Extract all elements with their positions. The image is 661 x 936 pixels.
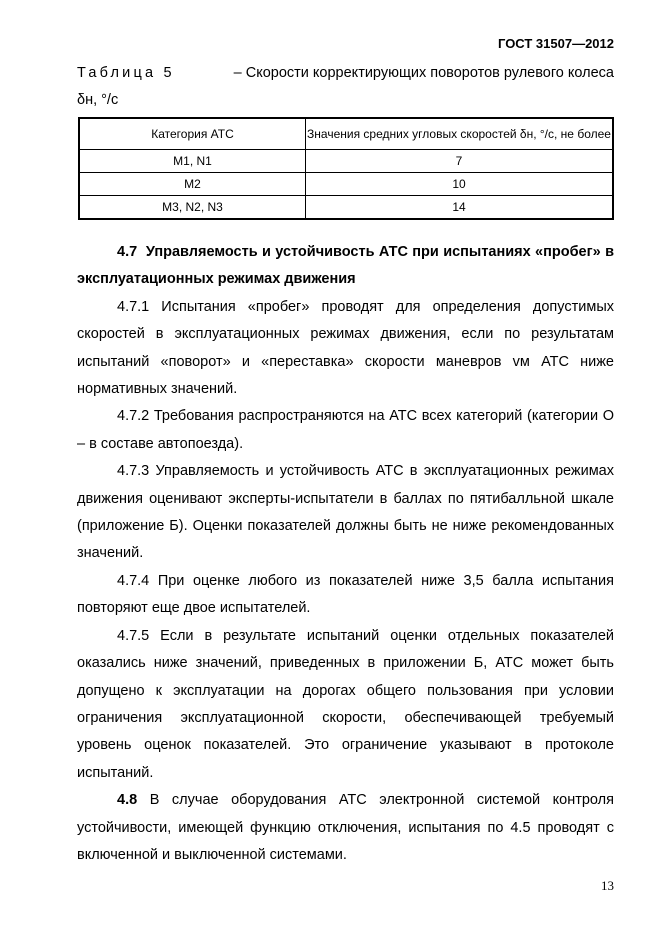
paragraph-4-8 [77, 787, 614, 869]
table-cell: M2 [79, 173, 306, 196]
table-caption-label: Таблица 5 [77, 65, 175, 81]
table-header-cell: Категория АТС [79, 118, 306, 150]
table-cell: 7 [306, 150, 614, 173]
document-body [77, 239, 614, 869]
paragraph-4-7-1: 4.7.1 Испытания «пробег» проводят для определения допустимых скоростей в эксплуатационных режимах движения, если по результатам испытаний «поворот» и «переставка» скорости маневров vм АТС ниже нормативных значений. [77, 298, 614, 398]
section-number: 4.8 [117, 792, 138, 809]
document-header: ГОСТ 31507—2012 [498, 36, 614, 51]
table-caption [77, 65, 614, 81]
paragraph-text: В случае оборудования АТС электронной системой контроля устойчивости, имеющей функцию отключения, испытания по 4.5 проводят с включенной и выключенной системами. [77, 792, 614, 863]
table-row [79, 150, 613, 173]
section-number: 4.7 [117, 244, 138, 260]
table-header-row [79, 118, 613, 150]
table-caption-text: – Скорости корректирующих поворотов рулевого колеса [233, 65, 614, 81]
paragraph-4-7-5: 4.7.5 Если в результате испытаний оценки отдельных показателей оказались ниже значений, приведенных в приложении Б, АТС может быть допущено к эксплуатации на дорогах общего пользования при условии ограничения эксплуатационной скорости, обеспечивающей требуемый уровень оценок показателей. Это ограничение указывают в протоколе испытаний. [77, 627, 614, 781]
paragraph-4-7-4: 4.7.4 При оценке любого из показателей ниже 3,5 балла испытания повторяют еще двое испытателей. [77, 572, 614, 617]
section-heading-4-7 [77, 239, 614, 294]
table-row [79, 196, 613, 220]
table-caption-unit: δн, °/с [77, 92, 119, 108]
table-cell: 10 [306, 173, 614, 196]
speed-table [78, 117, 614, 220]
paragraph-4-7-3: 4.7.3 Управляемость и устойчивость АТС в эксплуатационных режимах движения оценивают эксперты-испытатели в баллах по пятибалльной шкале (приложение Б). Оценки показателей должны быть не ниже рекомендованных значений. [77, 463, 614, 562]
table-cell: 14 [306, 196, 614, 220]
table-row [79, 173, 613, 196]
paragraph-4-7-2: 4.7.2 Требования распространяются на АТС всех категорий (категории О – в составе автопоезда). [77, 408, 614, 452]
page-number: 13 [601, 878, 614, 893]
section-title: Управляемость и устойчивость АТС при испытаниях «пробег» в эксплуатационных режимах движения [77, 244, 614, 288]
table-header-cell: Значения средних угловых скоростей δн, °/с, не более [306, 118, 614, 150]
table-cell: M1, N1 [79, 150, 306, 173]
table-cell: M3, N2, N3 [79, 196, 306, 220]
